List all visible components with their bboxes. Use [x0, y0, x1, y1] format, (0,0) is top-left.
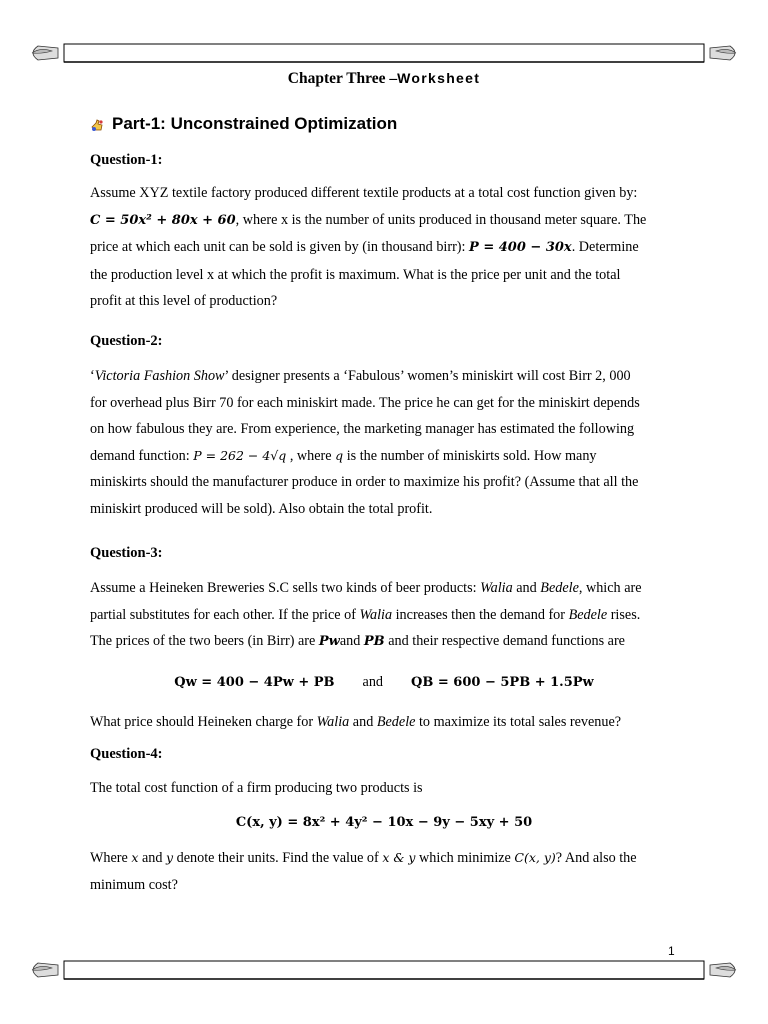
question-2-heading: Question-2:	[90, 333, 163, 349]
question-3-text: Assume a Heineken Breweries S.C sells two kinds of beer products: Walia and Bedele, which are partial substitutes for each other. If the price of Walia increases then the demand for Bedele rises. The prices of the two beers (in Birr) are Pwand PB and their respective demand functions are	[90, 580, 642, 650]
bedele-demand-equation: QB = 600 − 5PB + 1.5Pw	[411, 675, 594, 690]
hand-pointer-icon	[90, 117, 104, 131]
demand-system-equations: Qw = 400 − 4Pw + PB and QB = 600 − 5PB + 1.5Pw	[174, 674, 594, 690]
price-equation: P = 400 − 30x	[469, 240, 572, 256]
page-number: 1	[668, 944, 675, 958]
question-1-text: Assume XYZ textile factory produced different textile products at a total cost function given by: C = 50x² + 80x + 60, where x is the number of units produced in thousand meter square. The price at which each unit can be sold is given by (in thousand birr): P = 400 − 30x. Determine the production level x at which the profit is maximum. What is the price per unit and the total profit at this level of production?	[90, 185, 647, 310]
scroll-border-bottom	[28, 955, 740, 985]
part-label: Part-1: Unconstrained Optimization	[112, 114, 398, 133]
total-cost-equation: C(x, y) = 8x² + 4y² − 10x − 9y − 5xy + 50	[235, 815, 533, 830]
question-4-text: Where x and y denote their units. Find the value of x & y which minimize C(x, y)? And also the minimum cost?	[90, 850, 637, 893]
page-title: Chapter Three –Worksheet	[287, 70, 481, 87]
question-4-intro: The total cost function of a firm producing two products is	[90, 780, 423, 796]
question-3-ask: What price should Heineken charge for Walia and Bedele to maximize its total sales revenue?	[90, 714, 622, 730]
scroll-border-top	[28, 38, 740, 68]
title-worksheet: Worksheet	[397, 70, 481, 86]
walia-demand-equation: Qw = 400 − 4Pw + PB	[174, 675, 335, 690]
demand-equation: P = 262 − 4√q	[193, 447, 287, 463]
question-1-heading: Question-1:	[90, 152, 163, 168]
question-3-heading: Question-3:	[90, 545, 163, 561]
cost-equation: C = 50x² + 80x + 60	[90, 212, 236, 228]
part-heading	[90, 114, 397, 134]
question-4-heading: Question-4:	[90, 746, 163, 762]
question-2-text: ‘Victoria Fashion Show’ designer presents a ‘Fabulous’ women’s miniskirt will cost Birr 2, 000 for overhead plus Birr 70 for each miniskirt made. The price he can get for the miniskirt depends on how fabulous they are. From experience, the marketing manager has estimated the following demand function: P = 262 − 4√q , where q is the number of miniskirts sold. How many miniskirts should the manufacturer produce in order to maximize his profit? (Assume that all the miniskirt produced will be sold). Also obtain the total profit.	[90, 368, 640, 517]
